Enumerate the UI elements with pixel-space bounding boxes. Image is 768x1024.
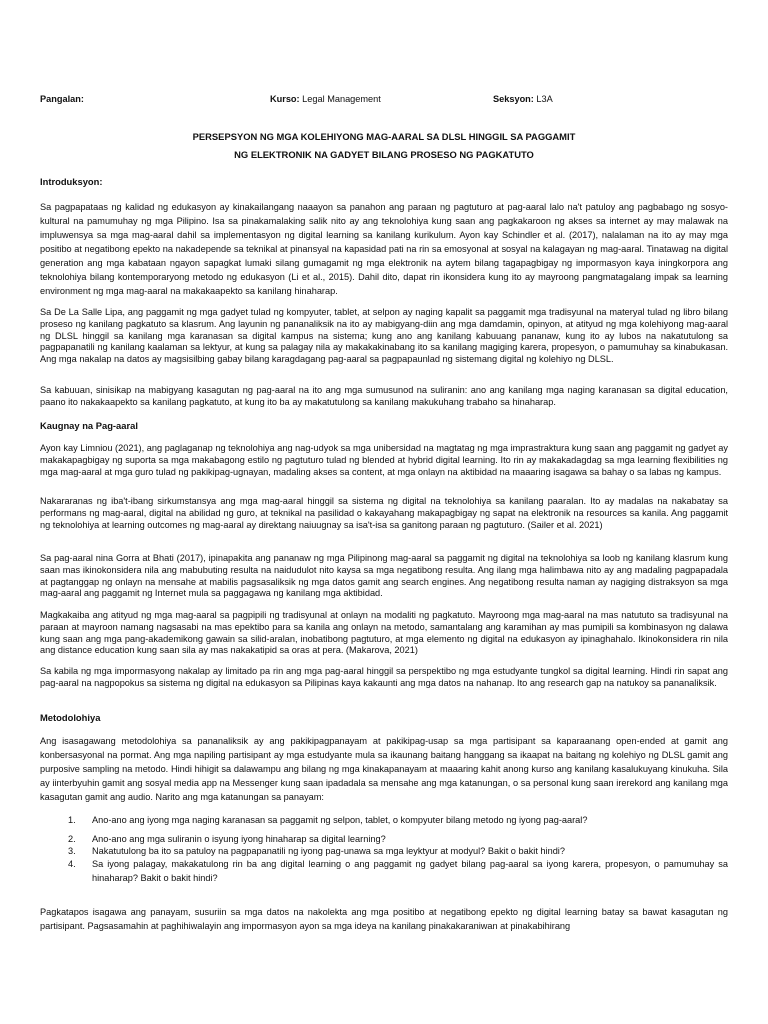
related-paragraph-5: Sa kabila ng mga impormasyong nakalap ay limitado pa rin ang mga pag-aaral hinggil sa perspektibo ng mga estudyante tungkol sa digital learning. Hindi rin sapat ang pag-aaral na nagpopokus sa sistema ng digital na edukasyon sa Pilipinas kaya kakaunti ang mga datos na nahanap. Ito ang research gap na natukoy sa pananaliksik. <box>40 666 728 688</box>
question-text: Ano-ano ang mga suliranin o isyung iyong hinaharap sa digital learning? <box>92 833 386 844</box>
intro-paragraph-1: Sa pagpapataas ng kalidad ng edukasyon ay kinakailangang naaayon sa panahon ang paraan ng pagtuturo at pag-aaral lalo na't patuloy ang pagbabago ng sosyo-kultural na pamumuhay ng mga Pilipino. Isa sa pinakamalaking salik nito ay ang teknolohiya kung saan ang pagkakaroon ng akses sa internet ay may malawak na impluwensya sa mga mag-aaral dahil sa implementasyon ng digital learning sa kanilang kurikulum. Ayon kay Schindler et al. (2017), nalalaman na ito ay may mga positibo at negatibong epekto na nakadepende sa teknikal at pinansyal na kapasidad pati na rin sa emosyonal at sosyal na kalagayan ng mag-aaral. Tinatawag na digital generation ang mga kabataan ngayon sapagkat lumaki silang gumagamit ng mga elektronik na aytem bilang tagapagbigay ng impormasyon kaya iningkorpora ang teknolohiya bilang kontemporaryong metodo ng edukasyon (Li et al., 2015). Dahil dito, dapat rin ikonsidera kung ito ay mayroong pangmatagalang impak sa learning environment ng mga mag-aaral na makakaapekto sa kanilang hinaharap. <box>40 202 728 296</box>
intro-heading: Introduksyon: <box>40 176 103 187</box>
method-paragraph-1: Ang isasagawang metodolohiya sa pananaliksik ay ang pakikipagpanayam at pakikipag-usap sa mga partisipant sa kaparaanang open-ended at gamit ang konbersasyonal na pormat. Ang mga napiling partisipant ay mga estudyante mula sa ikaunang baitang hanggang sa ikaapat na baitang ng kolehiyo ng DLSL gamit ang purposive sampling na metodo. Hindi hihigit sa dalawampu ang bilang ng mga kinakapanayam at maaaring kahit anong kurso ang kanilang kasalukuyang kinukuha. Sila ay iinterbyuhin gamit ang sosyal media app na Messenger kung saan ipadadala sa mensahe ang mga katanungan, o sa personal kung saan irerekord ang kanilang mga kasagutan gamit ang audio. Narito ang mga katanungan sa panayam: <box>40 736 728 802</box>
question-text: Ano-ano ang iyong mga naging karanasan sa paggamit ng selpon, tablet, o kompyuter bilang metodo ng iyong pag-aaral? <box>92 815 588 825</box>
related-heading: Kaugnay na Pag-aaral <box>40 420 138 431</box>
method-heading: Metodolohiya <box>40 712 101 723</box>
section-field <box>493 94 553 106</box>
course-label: Kurso: <box>270 94 300 104</box>
intro-paragraph-3: Sa kabuuan, sinisikap na mabigyang kasagutan ng pag-aaral na ito ang mga sumusunod na suliranin: ano ang kanilang mga naging karanasan sa digital education, paano ito nakakaapekto sa kanilang pagkatuto, at kung ito ba ay makatutulong sa kanilang makukuhang trabaho sa hinaharap. <box>40 385 728 407</box>
course-value: Legal Management <box>302 94 381 104</box>
list-item <box>40 834 728 846</box>
document-title <box>40 128 728 164</box>
section-value: L3A <box>536 94 553 104</box>
title-line-1: PERSEPSYON NG MGA KOLEHIYONG MAG-AARAL SA DLSL HINGGIL SA PAGGAMIT <box>192 131 576 142</box>
related-paragraph-4: Magkakaiba ang atityud ng mga mag-aaral sa pagpipili ng tradisyunal at onlayn na modaliti ng pagkatuto. Mayroong mga mag-aaral na mas natututo sa tradisyunal na paraan at mayroon namang nagsasabi na mas epektibo para sa kanila ang onlayn na metodo, samantalang ang karamihan ay mas pumipili sa kombinasyon ng dalawa kung saan ang mga pang-akademikong gawain sa silid-aralan, inobatibong pagtuturo, at mga elemento ng digital na edukasyon ay ipinaghahalo. Ikinokonsidera rin nila ang distance education kung saan sila ay mas nakakatipid sa oras at pera. (Makarova, 2021) <box>40 610 728 656</box>
intro-paragraph-2: Sa De La Salle Lipa, ang paggamit ng mga gadyet tulad ng kompyuter, tablet, at selpon ay naging kapalit sa paggamit mga tradisyunal na materyal tulad ng libro bilang proseso ng kanilang pagkatuto sa klasrum. Ang layunin ng pananaliksik na ito ay mabigyang-diin ang mga damdamin, opinyon, at atityud ng mga kolehiyong mag-aaral ng DLSL hinggil sa kanilang mga karanasan sa digital kampus na sistema; kung ano ang kanilang kabuuang pananaw, kung ito ay lubos na nakatutulong sa pagpapanatili ng kanilang kaalaman sa lektyur, at kung sa palagay nila ay makakakinabang ito sa kanilang magiging karera, propesyon, o pamumuhay sa kinabukasan. Ang mga nakalap na datos ay magsisilbing gabay bilang karagdagang pag-aaral sa pagpapaunlad ng sistemang digital ng kolehiyo ng DLSL. <box>40 307 728 365</box>
question-number: 3. <box>68 845 76 856</box>
title-line-2: NG ELEKTRONIK NA GADYET BILANG PROSESO NG PAGKATUTO <box>234 149 534 160</box>
question-number: 2. <box>68 833 76 844</box>
interview-questions <box>40 815 728 885</box>
related-paragraph-2: Nakararanas ng iba't-ibang sirkumstansya ang mga mag-aaral hinggil sa sistema ng digital na teknolohiya sa kanilang paaralan. Ito ay madalas na nakabatay sa performans ng mag-aaral, digital na abilidad ng guro, at teknikal na pasilidad o kakayahang makapagbigay ng sapat na elektronik na resources sa kanila. Ang paggamit ng teknolohiya at learning outcomes ng mag-aaral ay direktang naiuugnay sa isa't-isa sa ganitong paraan ng pagtuturo. (Sailer et al. 2021) <box>40 496 728 530</box>
question-number: 4. <box>68 859 76 870</box>
section-label: Seksyon: <box>493 94 534 104</box>
name-label: Pangalan: <box>40 94 84 104</box>
name-field <box>40 94 84 106</box>
related-paragraph-1: Ayon kay Limniou (2021), ang paglaganap ng teknolohiya ang nag-udyok sa mga unibersidad na magtatag ng mga imprastraktura kung saan ang paggamit ng gadyet ay makakapagbigay ng suporta sa mga makabagong estilo ng pagtuturo tulad ng blended at hybrid digital learning. Ito rin ay makakadagdag sa mga learning flexibilities ng mga mag-aaral at mga guro tulad ng pakikipag-ugnayan, madaling akses sa content, at mga onlayn na aktibidad na maaaring isagawa sa bahay o sa labas ng kampus. <box>40 443 728 477</box>
question-number: 1. <box>68 815 76 825</box>
related-paragraph-3: Sa pag-aaral nina Gorra at Bhati (2017), ipinapakita ang pananaw ng mga Pilipinong mag-aaral sa paggamit ng digital na teknolohiya sa loob ng kanilang klasrum kung saan mas ikinokonsidera nila ang mabubuting resulta na naidudulot nito kaysa sa mga negatibong resulta. Ang ilang mga halimbawa nito ay ang madaling pagpapadala at pagtanggap ng onlayn na mensahe at mabilis pagsasaliksik ng mga datos gamit ang search engines. Ang negatibong resulta naman ay nagiging distraksyon sa mga mag-aaral ang paggamit ng Internet mula sa paggagawa ng kanilang mga aktibidad. <box>40 553 728 599</box>
question-text: Nakatutulong ba ito sa patuloy na pagpapanatili ng iyong pag-unawa sa mga leyktyur at modyul? Bakit o bakit hindi? <box>92 845 565 856</box>
list-item <box>40 846 728 858</box>
question-text: Sa iyong palagay, makakatulong rin ba ang digital learning o ang paggamit ng gadyet bilang pag-aaral sa iyong karera, propesyon, o pamumuhay sa hinaharap? Bakit o bakit hindi? <box>92 859 728 884</box>
list-item <box>40 857 728 885</box>
method-paragraph-2: Pagkatapos isagawa ang panayam, susuriin sa mga datos na nakolekta ang mga positibo at negatibong epekto ng digital learning batay sa bawat kasagutan ng partisipant. Pagsasamahin at paghihiwalayin ang impormasyon ayon sa mga ideya na kanilang pinakakaraniwan at pinakabihirang <box>40 907 728 931</box>
course-field <box>270 94 381 106</box>
list-item <box>40 815 728 827</box>
